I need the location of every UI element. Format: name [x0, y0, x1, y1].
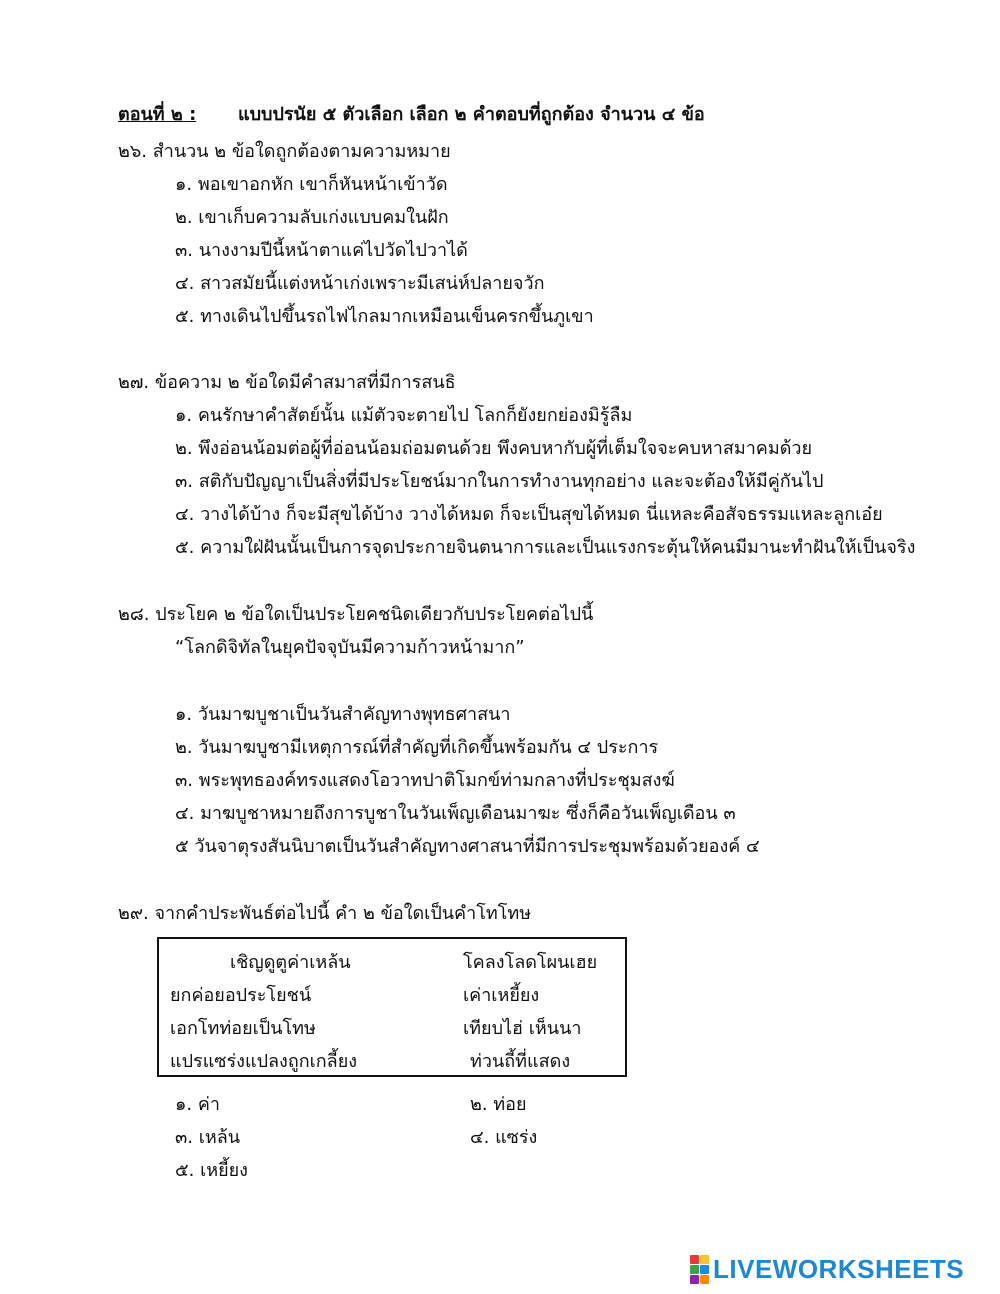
- question-27-option-3[interactable]: ๓. สติกับปัญญาเป็นสิ่งที่มีประโยชน์มากในการทำงานทุกอย่าง และจะต้องให้มีคู่กันไป: [175, 471, 824, 492]
- poem-line-3-first: เอกโทท่อยเป็นโทษ: [170, 1018, 316, 1039]
- question-26-option-4[interactable]: ๔. สาวสมัยนี้แต่งหน้าเก่งเพราะมีเสน่ห์ปลายจวัก: [175, 273, 545, 294]
- question-28-option-5[interactable]: ๕ วันจาตุรงสันนิบาตเป็นวันสำคัญทางศาสนาที่มีการประชุมพร้อมด้วยองค์ ๔: [175, 836, 760, 857]
- question-28-quote: “โลกดิจิทัลในยุคปัจจุบันมีความก้าวหน้ามาก”: [175, 637, 525, 658]
- poem-line-3-second: เทียบไฮ่ เห็นนา: [463, 1018, 582, 1039]
- liveworksheets-brand[interactable]: [690, 1254, 964, 1284]
- question-28-prompt: ๒๘. ประโยค ๒ ข้อใดเป็นประโยคชนิดเดียวกับประโยคต่อไปนี้: [118, 604, 594, 625]
- question-27-option-5[interactable]: ๕. ความใฝ่ฝันนั้นเป็นการจุดประกายจินตนาการและเป็นแรงกระตุ้นให้คนมีมานะทำฝันให้เป็นจริง: [175, 537, 916, 558]
- question-26-option-3[interactable]: ๓. นางงามปีนี้หน้าตาแค่ไปวัดไปวาได้: [175, 240, 468, 261]
- poem-line-4-second: ท่วนถี้ที่แสดง: [470, 1051, 571, 1072]
- question-29-option-1[interactable]: ๑. ค่า: [175, 1094, 221, 1115]
- question-29-option-4[interactable]: ๔. แซร่ง: [470, 1127, 538, 1148]
- poem-line-2-first: ยกค่อยอประโยชน์: [170, 985, 312, 1006]
- brand-name: LIVEWORKSHEETS: [713, 1253, 965, 1284]
- poem-line-2-second: เค่าเหยี้ยง: [463, 985, 540, 1006]
- question-26-option-2[interactable]: ๒. เขาเก็บความลับเก่งแบบคมในฝัก: [175, 207, 449, 228]
- question-28-option-3[interactable]: ๓. พระพุทธองค์ทรงแสดงโอวาทปาติโมกข์ท่ามกลางที่ประชุมสงฆ์: [175, 770, 675, 791]
- poem-line-4-first: แปรแซร่งแปลงถูกเกลี้ยง: [170, 1051, 358, 1072]
- section-title: แบบปรนัย ๕ ตัวเลือก เลือก ๒ คำตอบที่ถูกต้อง จำนวน ๔ ข้อ: [238, 104, 705, 125]
- question-27-option-1[interactable]: ๑. คนรักษาคำสัตย์นั้น แม้ตัวจะตายไป โลกก็ยังยกย่องมิรู้ลืม: [175, 405, 633, 426]
- question-27-prompt: ๒๗. ข้อความ ๒ ข้อใดมีคำสมาสที่มีการสนธิ: [118, 372, 456, 393]
- question-27-option-4[interactable]: ๔. วางได้บ้าง ก็จะมีสุขได้บ้าง วางได้หมด ก็จะเป็นสุขได้หมด นี่แหละคือสัจธรรมแหละลูกเอ๋ย: [175, 504, 883, 525]
- question-29-prompt: ๒๙. จากคำประพันธ์ต่อไปนี้ คำ ๒ ข้อใดเป็นคำโทโทษ: [118, 903, 532, 924]
- poem-line-1-first: เชิญดูตูค่าเหล้น: [230, 952, 351, 973]
- question-26-option-5[interactable]: ๕. ทางเดินไปขึ้นรถไฟไกลมากเหมือนเข็นครกขึ้นภูเขา: [175, 306, 594, 327]
- question-29-option-5[interactable]: ๕. เหยี้ยง: [175, 1160, 248, 1181]
- liveworksheets-logo-icon: [690, 1255, 709, 1284]
- question-28-option-2[interactable]: ๒. วันมาฆบูชามีเหตุการณ์ที่สำคัญที่เกิดขึ้นพร้อมกัน ๔ ประการ: [175, 737, 659, 758]
- question-26-option-1[interactable]: ๑. พอเขาอกหัก เขาก็หันหน้าเข้าวัด: [175, 174, 448, 195]
- question-27-option-2[interactable]: ๒. พึงอ่อนน้อมต่อผู้ที่อ่อนน้อมถ่อมตนด้วย พึงคบหากับผู้ที่เต็มใจจะคบหาสมาคมด้วย: [175, 438, 813, 459]
- section-label: ตอนที่ ๒ :: [118, 104, 197, 125]
- question-28-option-1[interactable]: ๑. วันมาฆบูชาเป็นวันสำคัญทางพุทธศาสนา: [175, 704, 511, 725]
- question-29-option-3[interactable]: ๓. เหล้น: [175, 1127, 241, 1148]
- question-28-option-4[interactable]: ๔. มาฆบูชาหมายถึงการบูชาในวันเพ็ญเดือนมาฆะ ซึ่งก็คือวันเพ็ญเดือน ๓: [175, 803, 736, 824]
- question-29-option-2[interactable]: ๒. ท่อย: [470, 1094, 527, 1115]
- poem-line-1-second: โคลงโลดโผนเฮย: [463, 952, 598, 973]
- question-26-prompt: ๒๖. สำนวน ๒ ข้อใดถูกต้องตามความหมาย: [118, 141, 451, 162]
